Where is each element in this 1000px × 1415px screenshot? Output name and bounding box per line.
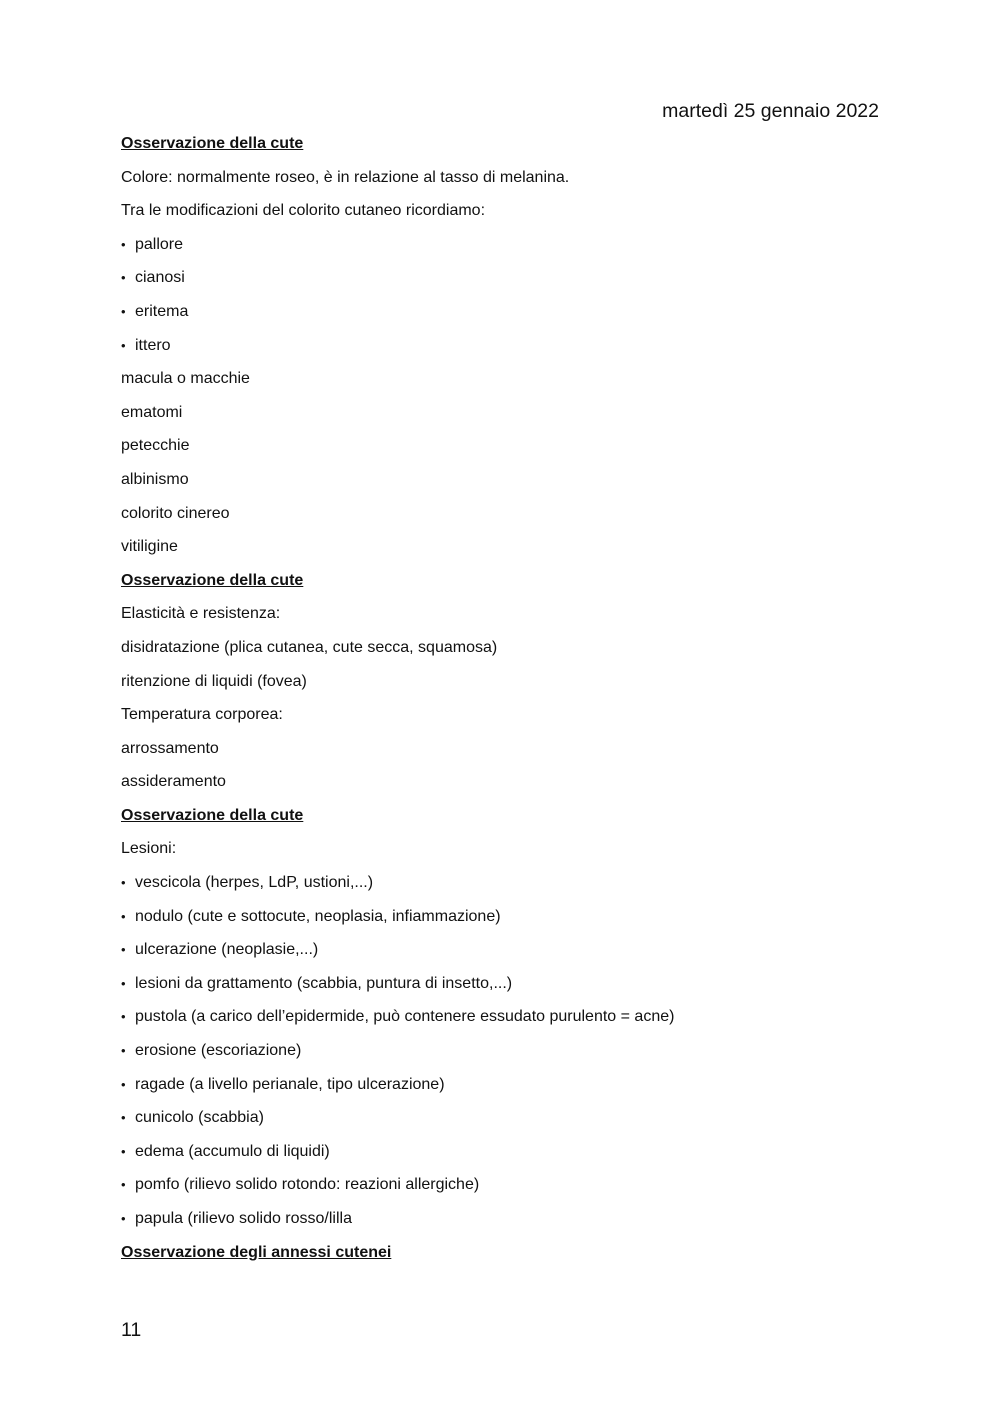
bullet-item: • ulcerazione (neoplasie,...) <box>121 938 901 972</box>
bullet-item: • vescicola (herpes, LdP, ustioni,...) <box>121 871 901 905</box>
text-line: ematomi <box>121 403 183 421</box>
text-line: albinismo <box>121 470 189 488</box>
bullet-item: • pustola (a carico dell’epidermide, può contenere essudato purulento = acne) <box>121 1005 901 1039</box>
text-line: Tra le modificazioni del colorito cutaneo ricordiamo: <box>121 202 486 220</box>
text-line: assideramento <box>121 773 226 791</box>
section-heading: Osservazione degli annessi cutenei <box>121 1243 392 1261</box>
text-line: ritenzione di liquidi (fovea) <box>121 672 307 690</box>
bullet-item: • lesioni da grattamento (scabbia, puntura di insetto,...) <box>121 972 901 1006</box>
text-line: Temperatura corporea: <box>121 706 283 724</box>
page-number: 11 <box>121 1319 142 1341</box>
document-body <box>121 132 901 1274</box>
section-heading: Osservazione della cute <box>121 571 304 589</box>
text-line: vitiligine <box>121 538 178 556</box>
bullet-item: • eritema <box>121 300 901 334</box>
text-line: macula o macchie <box>121 370 250 388</box>
text-line: Colore: normalmente roseo, è in relazione al tasso di melanina. <box>121 168 570 186</box>
text-line: Elasticità e resistenza: <box>121 605 281 623</box>
bullet-item: • edema (accumulo di liquidi) <box>121 1140 901 1174</box>
bullet-item: • erosione (escoriazione) <box>121 1039 901 1073</box>
text-line: Lesioni: <box>121 840 177 858</box>
bullet-item: • nodulo (cute e sottocute, neoplasia, infiammazione) <box>121 905 901 939</box>
bullet-item: • cianosi <box>121 266 901 300</box>
section-heading: Osservazione della cute <box>121 806 304 824</box>
text-line: arrossamento <box>121 739 219 757</box>
page-date: martedì 25 gennaio 2022 <box>662 100 879 122</box>
bullet-item: • papula (rilievo solido rosso/lilla <box>121 1207 901 1241</box>
text-line: colorito cinereo <box>121 504 230 522</box>
bullet-item: • pomfo (rilievo solido rotondo: reazioni allergiche) <box>121 1173 901 1207</box>
bullet-item: • cunicolo (scabbia) <box>121 1106 901 1140</box>
text-line: disidratazione (plica cutanea, cute secca, squamosa) <box>121 638 498 656</box>
text-line: petecchie <box>121 437 190 455</box>
bullet-item: • ittero <box>121 334 901 368</box>
bullet-item: • pallore <box>121 233 901 267</box>
bullet-item: • ragade (a livello perianale, tipo ulcerazione) <box>121 1073 901 1107</box>
section-heading: Osservazione della cute <box>121 135 304 152</box>
